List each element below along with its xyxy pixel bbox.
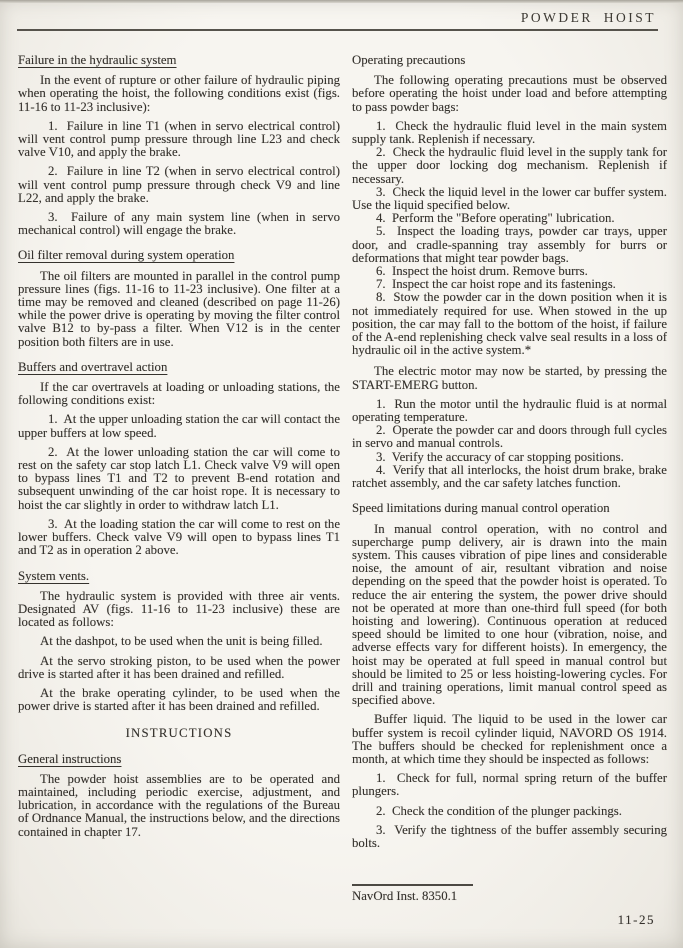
paragraph-vent-servo-piston: At the servo stroking piston, to be used when the power drive is started after it has been drained and refilled.: [18, 653, 340, 681]
list-item-precaution-8: 8. Stow the powder car in the down position when it is not immediately required for use. When stowed in the up position, the car may fall to the bottom of the hoist, if failure of the A-end replenishing check valve seal results in a loss of hydraulic oil in the active system.*: [352, 290, 667, 358]
paragraph-failure-intro: In the event of rupture or other failure of hydraulic piping when operating the hoist, the following conditions exist (figs. 11-16 to 11-23 inclusive):: [18, 73, 340, 114]
list-item-buffer-check-1: 1. Check for full, normal spring return of the buffer plungers.: [352, 771, 667, 799]
paragraph-general-instructions: The powder hoist assemblies are to be operated and maintained, including periodic exercise, adjustment, and lubrication, in accordance with the regulations of the Bureau of Ordnance Manual, the instructions below, and the directions contained in chapter 17.: [18, 771, 340, 839]
section-heading-general-instructions: General instructions: [18, 751, 122, 766]
list-item-precaution-3: 3. Check the liquid level in the lower car buffer system. Use the liquid specified below.: [352, 184, 667, 213]
paragraph-precautions-intro: The following operating precautions must be observed before operating the hoist under load and before attempting to pass powder bags:: [352, 73, 667, 114]
list-item-failure-2: 2. Failure in line T2 (when in servo electrical control) will vent control pump pressure through check V9 and line L22, and apply the brake.: [18, 164, 340, 205]
column-right: [352, 49, 667, 856]
paragraph-oil-filter: The oil filters are mounted in parallel in the control pump pressure lines (figs. 11-16 to 11-23 inclusive). One filter at a time may be removed and cleaned (described on page 11-26) while the power drive is operating by moving the filter control valve B12 to by-pass a filter. When V12 is in the center position both filters are in use.: [18, 268, 340, 349]
header-rule: [17, 29, 658, 31]
section-heading-buffers-overtravel: Buffers and overtravel action: [18, 359, 168, 374]
scan-edge-top: [0, 0, 683, 3]
section-heading-oil-filter-removal: Oil filter removal during system operation: [18, 248, 235, 263]
footnote: [352, 884, 473, 904]
section-heading-operating-precautions: Operating precautions: [352, 53, 466, 67]
footnote-reference: NavOrd Inst. 8350.1: [352, 888, 458, 903]
section-heading-system-vents: System vents.: [18, 568, 90, 583]
list-item-precaution-2: 2. Check the hydraulic fluid level in the supply tank for the upper door locking dog mechanism. Replenish if necessary.: [352, 145, 667, 186]
section-heading-speed-limitations: Speed limitations during manual control operation: [352, 501, 610, 516]
list-item-failure-1: 1. Failure in line T1 (when in servo electrical control) will vent control pump pressure through line L23 and check valve V10, and apply the brake.: [18, 118, 340, 160]
list-item-buffer-check-2: 2. Check the condition of the plunger packings.: [376, 803, 622, 818]
list-item-startup-1: 1. Run the motor until the hydraulic fluid is at normal operating temperature.: [352, 396, 667, 425]
paragraph-vents-intro: The hydraulic system is provided with three air vents. Designated AV (figs. 11-16 to 11-23 inclusive) these are located as follows:: [18, 588, 340, 630]
list-item-buffers-3: 3. At the loading station the car will come to rest on the lower buffers. Check valve V9 will open to bypass lines T1 and T2 as in operation 2 above.: [18, 516, 340, 558]
list-item-startup-4: 4. Verify that all interlocks, the hoist drum brake, brake ratchet assembly, and the car safety latches function.: [352, 462, 667, 491]
content-columns: [18, 49, 667, 856]
paragraph-vent-brake-cylinder: At the brake operating cylinder, to be used when the power drive is started after it has been drained and refilled.: [18, 685, 340, 714]
list-item-precaution-5: 5. Inspect the loading trays, powder car trays, upper door, and cradle-spanning tray assembly for burrs or deformations that might tear powder bags.: [352, 224, 667, 265]
list-item-buffer-check-3: 3. Verify the tightness of the buffer assembly securing bolts.: [352, 822, 667, 850]
column-left: [18, 49, 340, 856]
list-item-startup-3: 3. Verify the accuracy of car stopping positions.: [376, 449, 624, 464]
footnote-rule: [352, 884, 473, 886]
page-number: 11-25: [617, 912, 655, 927]
paragraph-vent-dashpot: At the dashpot, to be used when the unit is being filled.: [40, 634, 323, 649]
section-heading-failure-hydraulic-system: Failure in the hydraulic system: [18, 53, 177, 67]
list-item-buffers-1: 1. At the upper unloading station the car will contact the upper buffers at low speed.: [18, 412, 340, 440]
section-heading-instructions: INSTRUCTIONS: [125, 726, 233, 741]
list-item-precaution-4: 4. Perform the "Before operating" lubrication.: [376, 211, 615, 226]
list-item-failure-3: 3. Failure of any main system line (when in servo mechanical control) will engage the brake.: [18, 210, 340, 238]
list-item-buffers-2: 2. At the lower unloading station the car will come to rest on the safety car stop latch L1. Check valve V9 will open to bypass lines T1 and T2 to prevent B-end rotation and subsequent unwinding of the car hoist rope. It is necessary to hoist the car slightly in order to withdraw latch L1.: [18, 444, 340, 512]
paragraph-buffer-liquid: Buffer liquid. The liquid to be used in the lower car buffer system is recoil cylinder liquid, NAVORD OS 1914. The buffers should be checked for replenishment once a month, at which time they should be inspected as follows:: [352, 712, 667, 766]
paragraph-buffers-intro: If the car overtravels at loading or unloading stations, the following conditions exist:: [18, 380, 340, 408]
paragraph-electric-motor-start: The electric motor may now be started, by pressing the START-EMERG button.: [352, 364, 667, 392]
list-item-precaution-7: 7. Inspect the car hoist rope and its fastenings.: [376, 277, 616, 292]
list-item-startup-2: 2. Operate the powder car and doors through full cycles in servo and manual controls.: [352, 423, 667, 451]
list-item-precaution-6: 6. Inspect the hoist drum. Remove burrs.: [376, 264, 588, 279]
running-header-title: POWDER HOIST: [520, 10, 656, 25]
list-item-precaution-1: 1. Check the hydraulic fluid level in the main system supply tank. Replenish if necessary.: [352, 118, 667, 147]
paragraph-speed-limitations: In manual control operation, with no control and supercharge pump delivery, air is drawn into the main system. This causes vibration of pipe lines and considerable noise, the amount of air, resultant vibration and noise depending on the speed that the powder hoist is operated. To reduce the air entering the system, the power drive should not be operated at more than one-third full speed (for both hoisting and lowering). Continuous operation at reduced speed should be limited to one hour (vibration, noise, and adverse effects vary for different hoists). In emergency, the hoist may be operated at full speed in manual control but should be limited to 25 or less hoisting-lowering cycles. For drill and training operations, limit manual control speed as specified above.: [352, 521, 667, 708]
